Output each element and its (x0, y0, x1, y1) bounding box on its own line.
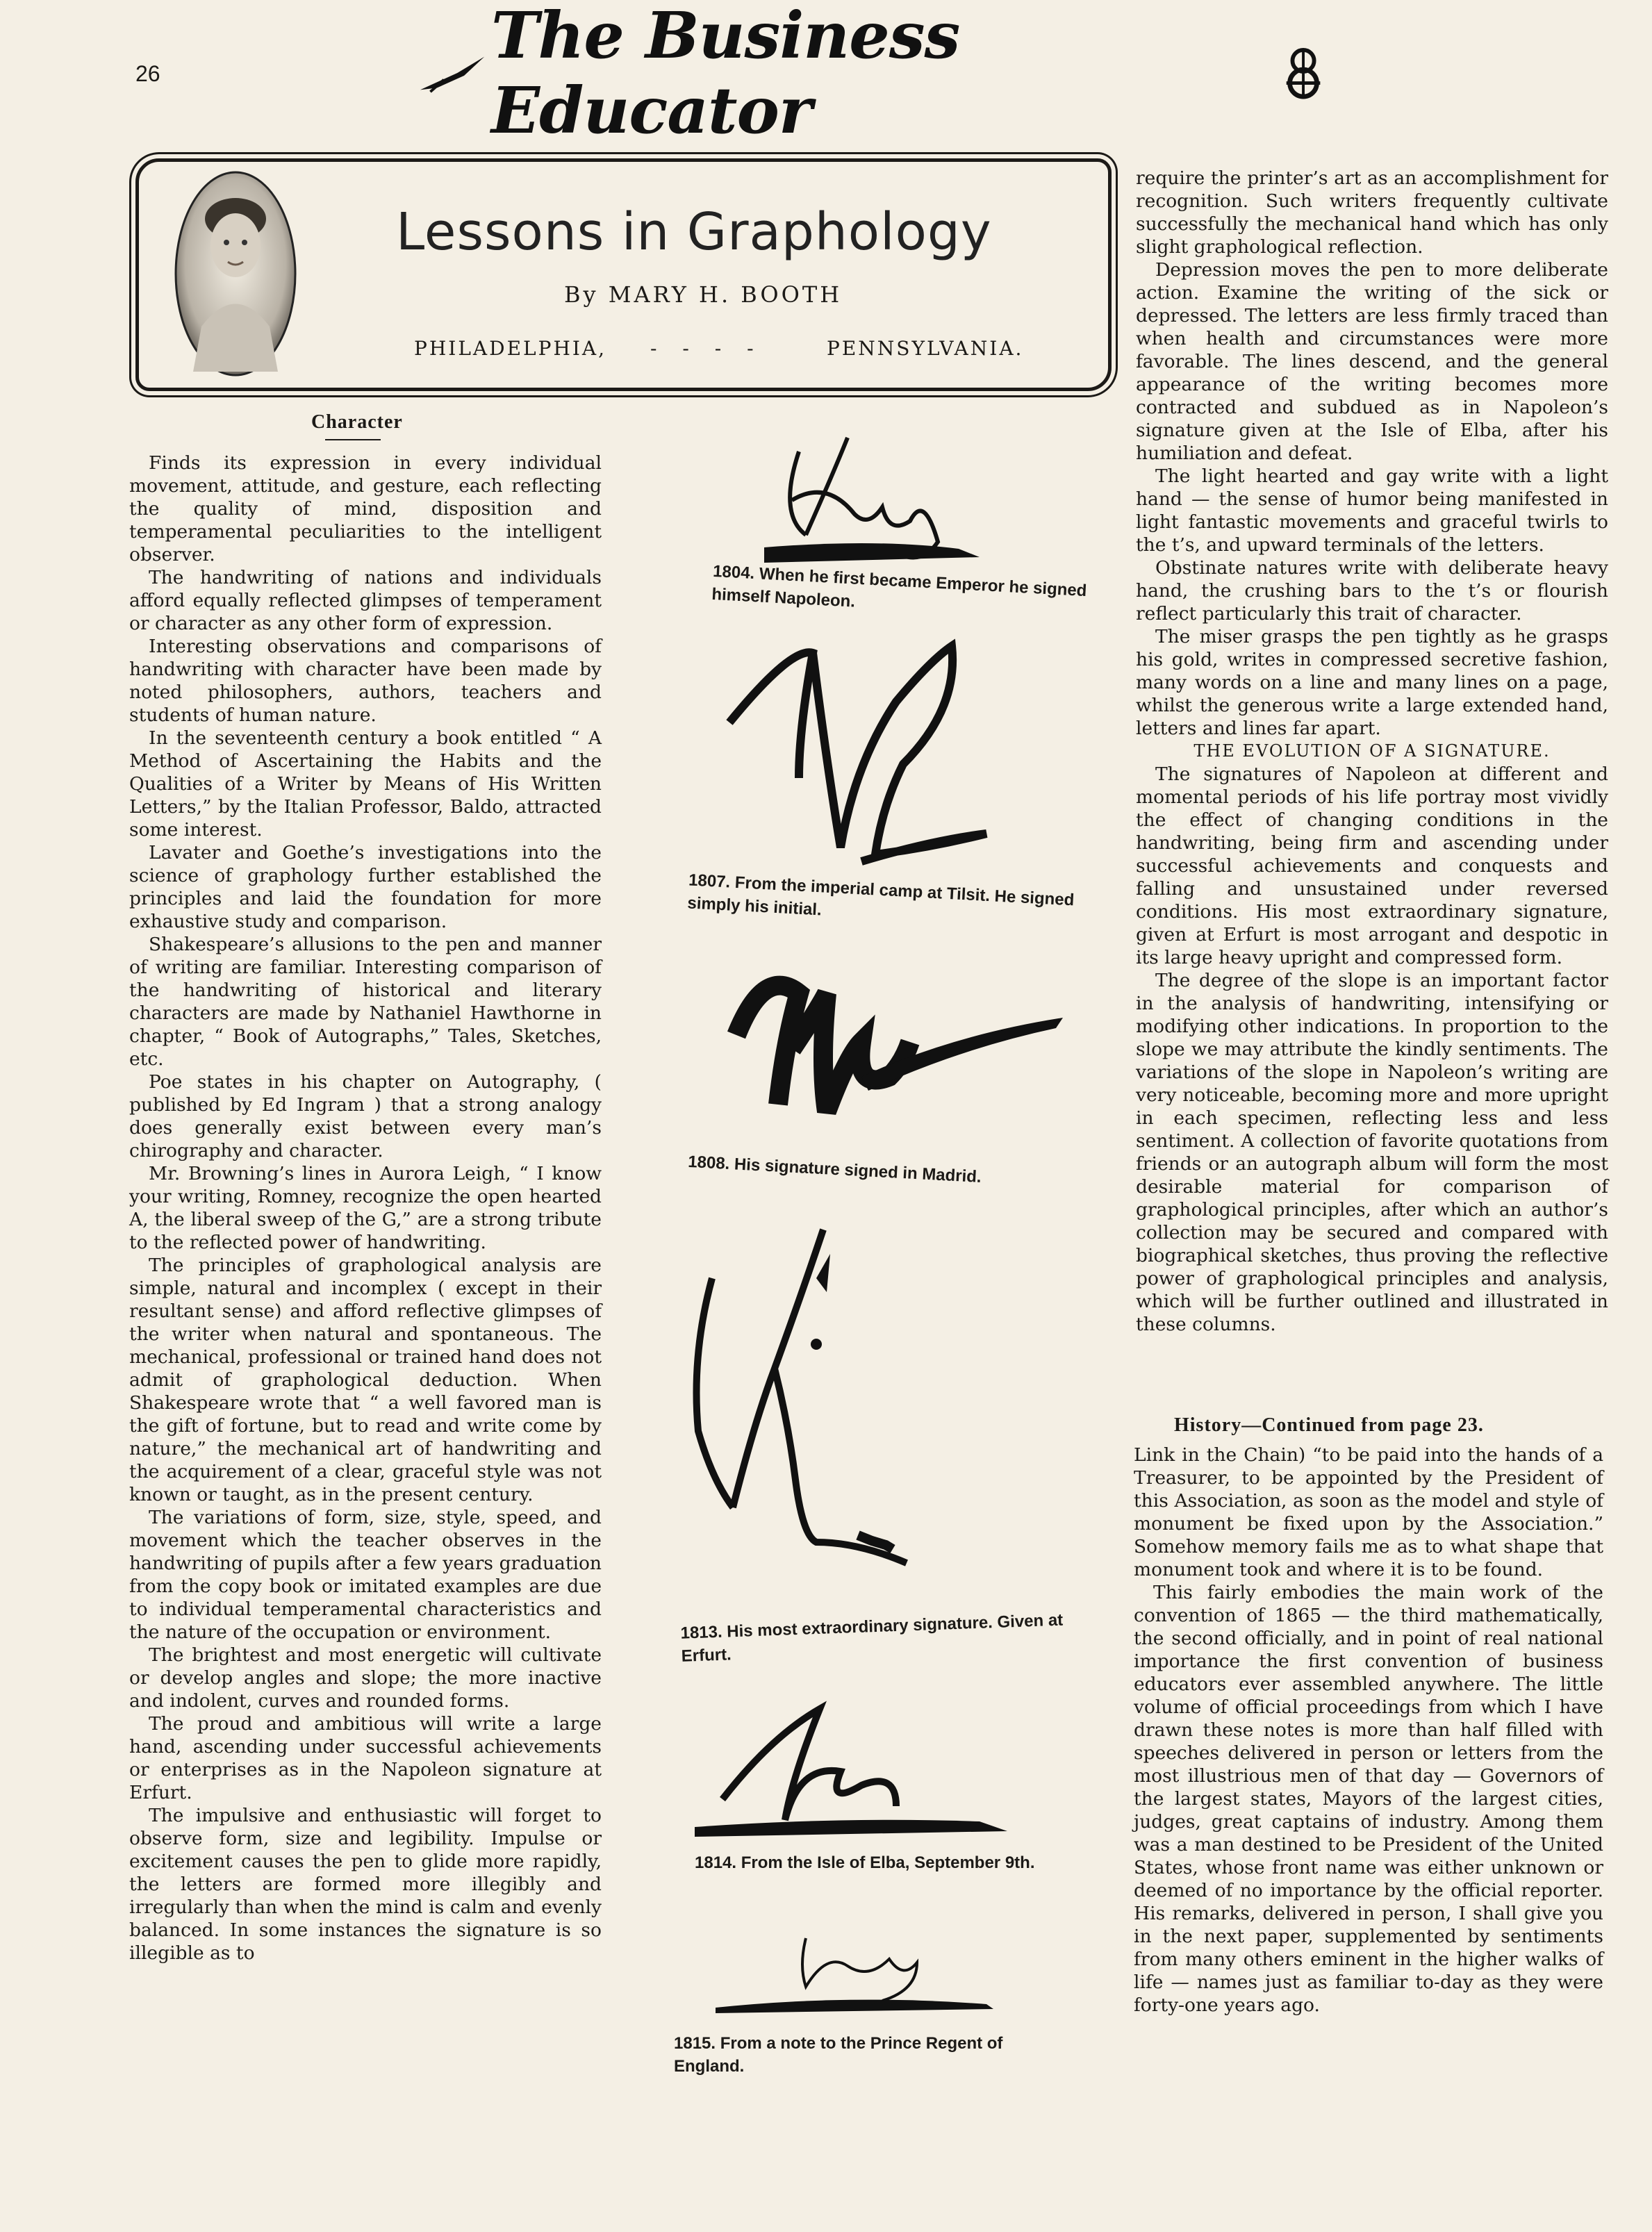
lesson-title: Lessons in Graphology (396, 202, 992, 262)
page-number: 26 (135, 61, 160, 86)
quill-pen-icon (417, 52, 491, 94)
paragraph: Link in the Chain) “to be paid into the hands of a Treasurer, to be appointed by the President of this Association, as soon as the model and style of monument be fixed upon by the Association.” Somehow memory fails me as to what shape that monument took and where it is to be found. (1134, 1444, 1603, 1580)
signature-caption: 1808. His signature signed in Madrid. (687, 1152, 982, 1187)
napoleon-signature-1804 (750, 431, 1000, 570)
character-column (129, 452, 602, 1965)
paragraph: The variations of form, size, style, speed, and movement which the teacher observes in the handwriting of pupils after a few years graduation from the copy book or imitated examples are due to individual temperamental characteristics and the nature of the occupation or environment. (129, 1507, 602, 1643)
paragraph: The proud and ambitious will write a large hand, ascending under successful achievements or enterprises as in the Napoleon signature at Erfurt. (129, 1713, 602, 1803)
paragraph: The light hearted and gay write with a light hand — the sense of humor being manifested in light fantastic movements and graceful twirls to the t’s, and upward terminals of the letters. (1136, 465, 1608, 556)
state: PENNSYLVANIA. (827, 337, 1024, 360)
signature-caption: 1813. His most extraordinary signature. Given at Erfurt. (680, 1610, 1064, 1666)
paragraph: Poe states in his chapter on Autography, ( published by Ed Ingram ) that a strong analogy does generally exist between every man’s chirography and character. (129, 1071, 602, 1162)
paragraph: The brightest and most energetic will cultivate or develop angles and slope; the more inactive and indolent, curves and rounded forms. (129, 1644, 602, 1712)
history-heading: History—Continued from page 23. (1174, 1414, 1484, 1436)
right-column (1136, 167, 1608, 1336)
napoleon-signature-1808 (722, 952, 1070, 1146)
masthead-title: The Business Educator (491, 0, 960, 148)
paragraph: Mr. Browning’s lines in Aurora Leigh, “ I know your writing, Romney, recognize the open hearted A, the liberal sweep of the G,” are a strong tribute to the reflected power of handwriting. (129, 1163, 602, 1253)
paragraph: Shakespeare’s allusions to the pen and manner of writing are familiar. Interesting comparison of the handwriting of historical and literary characters are made by Nathaniel Hawthorne in chapter, “ Book of Autographs,” Tales, Sketches, etc. (129, 934, 602, 1070)
character-heading: Character (311, 411, 403, 433)
paragraph: The principles of graphological analysis are simple, natural and incomplex ( except in their resultant sense) and afford reflective glimpses of the writer when natural and spontaneous. The mechanical, professional or trained hand does not admit of graphological deduction. When Shakespeare wrote that “ a well favored man is the gift of fortune, but to read and write come by nature,” the mechanical art of handwriting and the acquirement of a clear, graceful style was not known or taught, as in the present century. (129, 1255, 602, 1505)
paragraph: The degree of the slope is an important factor in the analysis of handwriting, intensifying or modifying other indications. In proportion to the slope we may attribute the kindly sentiments. The variations of the slope in Napoleon’s writing are very noticeable, becoming more and more upright in each specimen, reflecting less and less sentiment. A collection of favorite quotations from friends or an autograph album will form the most desirable material for comparison of graphological principles, after which an author’s collection may be secured and compared with biographical sketches, thus proving the reflective power of graphological principles and analysis, which will be further outlined and illustrated in these columns. (1136, 970, 1608, 1335)
napoleon-signature-1814 (688, 1695, 1021, 1855)
napoleon-signature-1807 (722, 625, 1014, 889)
city: PHILADELPHIA, (414, 337, 607, 360)
portrait-photo (174, 170, 297, 377)
signature-caption: 1815. From a note to the Prince Regent of England. (674, 2034, 1003, 2076)
heading-rule (325, 439, 381, 440)
signature-caption: 1804. When he first became Emperor he signed himself Napoleon. (711, 561, 1088, 611)
history-column (1134, 1444, 1603, 2017)
paragraph: The miser grasps the pen tightly as he grasps his gold, writes in compressed secretive fashion, many words on a line and many lines on a page, whilst the generous write a large extended hand, letters and lines far apart. (1136, 626, 1608, 739)
paragraph: Finds its expression in every individual movement, attitude, and gesture, each reflecting the quality of mind, disposition and temperamental peculiarities to the intelligent observer. (129, 452, 602, 565)
dashes: - - - - (650, 337, 763, 360)
paragraph: Lavater and Goethe’s investigations into the science of graphology further established the principles and laid the foundation for more exhaustive study and comparison. (129, 842, 602, 932)
napoleon-signature-1815 (709, 1924, 1000, 2022)
signature-caption: 1814. From the Isle of Elba, September 9th. (695, 1853, 1035, 1872)
paragraph: The signatures of Napoleon at different and momental periods of his life portray most vividly the effect of changing conditions in the handwriting, being firm and ascending under successful achievements and conquests and falling and unsustained under reversed conditions. His most extraordinary signature, given at Erfurt is most arrogant and despotic in its large heavy upright and compressed form. (1136, 763, 1608, 968)
paragraph: In the seventeenth century a book entitled “ A Method of Ascertaining the Habits and the Qualities of a Writer by Means of His Written Letters,” by the Italian Professor, Baldo, attracted some interest. (129, 727, 602, 841)
paragraph: The impulsive and enthusiastic will forget to observe form, size and legibility. Impulse or excitement causes the pen to glide more rapidly, the letters are formed more illegibly and irregularly than when the mind is calm and evenly balanced. In some instances the signature is so illegible as to (129, 1805, 602, 1964)
masthead (417, 0, 1327, 148)
paragraph: Interesting observations and comparisons of handwriting with character have been made by noted philosophers, authors, teachers and students of human nature. (129, 636, 602, 726)
byline: By MARY H. BOOTH (564, 281, 843, 308)
paragraph: This fairly embodies the main work of the convention of 1865 — the third mathematically, the second officially, and in point of real national importance the first convention of business educators ever assembled anywhere. The little volume of official proceedings from which I have drawn these notes is more than half filled with speeches delivered in person or letters from the most illustrious men of that day — Governors of the largest states, Mayors of the largest cities, judges, great captains of industry. Among them was a man destined to be President of the United States, whose front name was either unknown or deemed of no importance by the official reporter. His remarks, delivered in person, I shall give you in the next paper, supplemented by sentiments from many others eminent in the higher walks of life — names just as familiar to-day as they were forty-one years ago. (1134, 1582, 1603, 2016)
paragraph: The handwriting of nations and individuals afford equally reflected glimpses of temperament or character as any other form of expression. (129, 567, 602, 634)
signature-caption: 1807. From the imperial camp at Tilsit. He signed simply his initial. (686, 870, 1075, 920)
paragraph: require the printer’s art as an accomplishment for recognition. Such writers frequently cultivate successfully the mechanical hand which has only slight graphological reflection. (1136, 167, 1608, 258)
evolution-heading: THE EVOLUTION OF A SIGNATURE. (1193, 741, 1551, 761)
napoleon-signature-1813 (684, 1216, 976, 1577)
ornament-icon (1280, 45, 1327, 101)
lesson-header-box (135, 158, 1112, 391)
paragraph: Depression moves the pen to more deliberate action. Examine the writing of the sick or depressed. The letters are less firmly traced than when health and circumstances were more favorable. The lines descend, and the general appearance of the writing becomes more contracted and subdued as in Napoleon’s signature given at the Isle of Elba, after his humiliation and defeat. (1136, 259, 1608, 464)
paragraph: Obstinate natures write with deliberate heavy hand, the crushing bars to the t’s or flourish reflect particularly this trait of character. (1136, 557, 1608, 625)
